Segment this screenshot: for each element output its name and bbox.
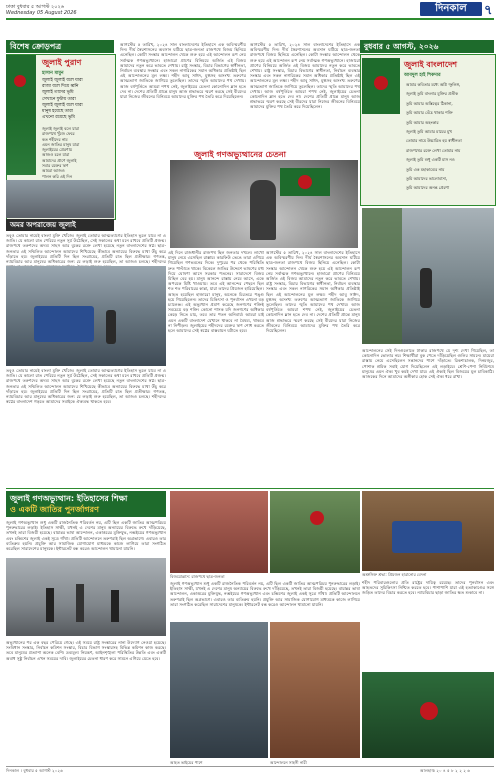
footer-left: দিনকাল । বুধবার ৫ আগস্ট ২০২৬ — [6, 768, 63, 773]
article-center-body-1: এই দিনে রাজধানীর রাজপথ ছিল জনতার দখলে। লাখো মানুষ নেমে এসেছিল রাস্তায়। কারফিউ ভেঙে তারা এগিয়ে গিয়েছিল গণভবনের দিকে। দুপুরের পর থেকে পরিস্থিতি দ্রুত পাল্টাতে থাকে। বিকেলে জাতির উদ্দেশে ভাষণের মধ্য দিয়ে ঘোষণা আসে সরকার পতনের। সারাদেশে বিজয় মিছিল বের হয়। মানুষ আনন্দে রাস্তায় নেমে আসে, একে অপরকে মিষ্টি খাওয়ায়। তবে এই আনন্দের পেছনে ছিল শত শত পরিবারের কান্না, যারা তাদের প্রিয়জন হারিয়েছিল। আহত হয়েছিল হাজারো মানুষ, অনেকে চিরতরে পঙ্গু হয়ে গিয়েছিলেন। তাদের চিকিৎসা ও পুনর্বাসন এখনো বড় চ্যালেঞ্জ। এই অভ্যুত্থান প্রমাণ করেছে জনগণের শক্তিই সবচেয়ে বড় শক্তি। কোনো শাসক যদি জনগণের অধিকার কেড়ে নিতে চায়, তবে তার পতন অনিবার্য। আমরা চাই এমন একটি বাংলাদেশ যেখানে থাকবে না বৈষম্য, থাকবে না নিপীড়ন। জুলাইয়ের শহীদদের রক্তের ঋণ শোধ করতে হলে আমাদের সেই স্বপ্নের বাস্তবায়ন ঘটাতে হবে। — [168, 250, 264, 334]
caption-3: আহত ভাইয়ের পাশে — [170, 760, 268, 765]
special-label: বিশেষ ক্রোড়পত্র — [10, 42, 62, 51]
bottom-crowd-photo — [6, 558, 166, 636]
article-left-title: অমর অপরাজেয় জুলাই — [10, 221, 76, 229]
poem2-author: আবদুল হাই শিকদার — [404, 73, 441, 78]
poem1-stanza1 — [42, 78, 112, 121]
poem1-line: সবার রক্তের ঋণ — [42, 163, 69, 169]
poem2-flag-illustration — [362, 58, 400, 114]
poem2-line: তোমার নামে উচ্চারিত হয় স্বাধীনতা — [406, 138, 462, 144]
poem1-line: কত শহীদের নাম — [42, 136, 68, 142]
header-date-bangla: ঢাকা বুধবার ৫ আগস্ট ২০২৬ — [6, 4, 65, 10]
poem2-line: আমার কবিতার মধ্যে অগ্নি স্ফুলিঙ্গ, — [406, 82, 461, 87]
header-date — [6, 4, 77, 16]
article-center-right-text: আগস্টের ৫ তারিখ, ২০২৪ সাল বাংলাদেশের ইতিহাসে এক অবিস্মরণীয় দিন। দীর্ঘ স্বৈরশাসনের অবসান ঘটিয়ে ছাত্র-জনতা রাজপথে বিজয় ছিনিয়ে এনেছিল। কোটা সংস্কার আন্দোলন থেকে শুরু হয়ে এই আন্দোলন রূপ নেয় সর্বাত্মক গণঅভ্যুত্থানে। হাজারো প্রাণের বিনিময়ে অর্জিত এই বিজয় আমাদের নতুন করে ভাবতে শেখায়। রাষ্ট্র সংস্কার, বিচার বিভাগের স্বাধীনতা, নির্বাচন ব্যবস্থার সংস্কার এবং সকল নাগরিকের সমান অধিকার প্রতিষ্ঠাই ছিল এই আন্দোলনের মূল লক্ষ্য। শহীদ আবু সাঈদ, মুগ্ধসহ অসংখ্য তরুণের আত্মত্যাগ জাতিকে জাগিয়ে তুলেছিল। তাদের স্মৃতি আমাদের পথ দেখায়। আজ বর্ষপূর্তিতে আমরা শপথ নেই, জুলাইয়ের চেতনা কোনোদিন ম্লান হতে দেব না। দেশের প্রতিটি প্রান্তে মানুষ আজ শ্রদ্ধাভরে স্মরণ করছে সেই বীরদের যারা নিজের জীবনের বিনিময়ে আমাদের মুক্তির পথ তৈরি করে দিয়েছিলেন। — [250, 42, 360, 110]
street-tree — [362, 208, 402, 344]
bottom-body-2: অভ্যুত্থানের পর এক বছর পেরিয়ে গেছে। এই সময়ে রাষ্ট্র সংস্কারের নানা উদ্যোগ নেওয়া হয়েছে। সংবিধান সংস্কার, নির্বাচন কমিশন সংস্কার, বিচার বিভাগ সংস্কারসহ বিভিন্ন কমিশন কাজ করছে। তবে মানুষের প্রত্যাশা অনেক বেশি। দ্রব্যমূল্য নিয়ন্ত্রণ, আইনশৃঙ্খলা পরিস্থিতির উন্নতি এবং একটি অবাধ সুষ্ঠু নির্বাচন এখন সময়ের দাবি। জুলাইয়ের চেতনা ধারণ করে সামনে এগিয়ে যেতে হবে। — [6, 640, 166, 661]
poem2-line: তুমি এক মহাকাব্যের নাম — [406, 166, 445, 172]
poem1-line: রাজা বলে দিয়ে ধ্বনি — [42, 84, 79, 90]
poem1-line: জুলাই তাদের ভূমি — [42, 90, 74, 96]
flag-red-circle — [374, 76, 388, 90]
poem1-line: আজও চলে যারা — [42, 152, 70, 158]
right-street-photo — [362, 208, 494, 344]
poem1-line: রাজপথে খুঁজে ফেরে — [42, 131, 75, 137]
person-figure — [106, 310, 116, 344]
caption-4: আন্দোলনে সাহসী নারী — [270, 760, 360, 765]
poem1-author: হাসান মামুন — [42, 71, 64, 76]
hero-figure — [250, 180, 276, 240]
poem1-line: মানুষ হয়েছে তারা — [42, 109, 73, 115]
bottom-photo-injured — [170, 622, 268, 758]
poem1-line: জুলাইয়ের প্রেরণায় — [42, 147, 72, 153]
bus-shape — [392, 521, 462, 553]
poem2-title: জুলাই বাংলাদেশ — [404, 60, 458, 69]
poem1-line: সেখানে ফুটায় তারা — [42, 96, 76, 102]
masthead-logo: দিনকাল — [420, 2, 482, 16]
article-right-body: আন্দোলনের সেই দিনগুলোতে ঢাকার রাজপথে যে দৃশ্য দেখা গিয়েছিল, তা কোনোদিন ভোলার নয়। শিক্ষার্থীরা বুক পেতে দাঁড়িয়েছিল গুলির সামনে। মায়েরা রাস্তায় নেমে এসেছিলেন সন্তানদের পাশে দাঁড়াতে। রিকশাচালক, দিনমজুর, পোশাক শ্রমিক সবাই যোগ দিয়েছিলেন এই লড়াইয়ে। শ্রেণি-পেশা নির্বিশেষে মানুষের এমন ঐক্য খুব কমই দেখা যায়। এই ঐক্যই ছিল বিজয়ের মূল চাবিকাঠি। আজকের দিনে আমাদের অঙ্গীকার হোক সেই ঐক্য ধরে রাখা। — [362, 348, 494, 380]
poem1-line: এমন জাতির মানুষ যারা — [42, 141, 80, 147]
street-figure — [420, 268, 432, 308]
header-divider — [6, 18, 494, 20]
poem2-stanza — [406, 80, 492, 193]
page-number: ৭ — [484, 3, 493, 18]
bottom-right-body: শহীদ পরিবারগুলোর প্রতি রাষ্ট্রের দায়িত্ব রয়েছে। তাদের পুনর্বাসন এবং আহতদের সুচিকিৎসা নিশ্চিত করতে হবে। পাশাপাশি যারা এই হত্যাকাণ্ডের সঙ্গে জড়িত তাদের বিচার করতে হবে। ন্যায়বিচার ছাড়া জাতির ক্ষত শুকাবে না। — [362, 580, 494, 596]
poem1-line: জুলাই জুলাই বলে যারা — [42, 78, 83, 83]
center-hero-title: জুলাই গণঅভ্যুত্থানের চেতনা — [194, 150, 286, 159]
poem1-line: জুলাই জুলাই বলে যারা — [42, 126, 80, 131]
bottom-body-1: জুলাই গণঅভ্যুত্থান শুধু একটি রাজনৈতিক পরিবর্তন নয়, এটি ছিল একটি জাতির আত্মপরিচয় পুনরুদ্ধারের লড়াই। ইতিহাস সাক্ষী, যখনই এ দেশের মানুষ অন্যায়ের বিরুদ্ধে রুখে দাঁড়িয়েছে, তখনই তারা বিজয়ী হয়েছে। বায়ান্নর ভাষা আন্দোলন, একাত্তরের মুক্তিযুদ্ধ, নব্বইয়ের গণঅভ্যুত্থান এবং চব্বিশের জুলাই একই সূত্রে গাঁথা। প্রতিটি আন্দোলনে তরুণরাই ছিল অগ্রভাগে। এবারও তার ব্যতিক্রম হয়নি। প্রযুক্তি আর সামাজিক যোগাযোগ মাধ্যমকে কাজে লাগিয়ে তারা সংগঠিত করেছিল সারাদেশের মানুষকে। ইন্টারনেট বন্ধ করেও আন্দোলন থামানো যায়নি। — [6, 520, 166, 552]
poem1-line: পালন করি এই দিন — [42, 173, 72, 179]
bottom-center-body: জুলাই গণঅভ্যুত্থান শুধু একটি রাজনৈতিক পরিবর্তন নয়, এটি ছিল একটি জাতির আত্মপরিচয় পুনরুদ্ধারের লড়াই। ইতিহাস সাক্ষী, যখনই এ দেশের মানুষ অন্যায়ের বিরুদ্ধে রুখে দাঁড়িয়েছে, তখনই তারা বিজয়ী হয়েছে। বায়ান্নর ভাষা আন্দোলন, একাত্তরের মুক্তিযুদ্ধ, নব্বইয়ের গণঅভ্যুত্থান এবং চব্বিশের জুলাই একই সূত্রে গাঁথা। প্রতিটি আন্দোলনে তরুণরাই ছিল অগ্রভাগে। এবারও তার ব্যতিক্রম হয়নি। প্রযুক্তি আর সামাজিক যোগাযোগ মাধ্যমকে কাজে লাগিয়ে তারা সংগঠিত করেছিল সারাদেশের মানুষকে। ইন্টারনেট বন্ধ করেও আন্দোলন থামানো যায়নি। — [170, 581, 360, 607]
article-left-lede: তবুও তোমার নামেই বাংলা মুক্তি খোঁজে। জুলাই তোমার আত্মত্যাগের ইতিহাস ভুলে যাবে না এ জাতি। যে কালো রাত পেরিয়ে নতুন সূর্য উঠেছিল, সেই সকালের কথা মনে রাখবে প্রতিটি প্রজন্ম। রাজপথে তরুণদের অদম্য সাহস আর বুকের রক্তে লেখা হয়েছে নতুন বাংলাদেশের স্বপ্ন। ছাত্র-জনতার এই সম্মিলিত আন্দোলন আমাদের শিখিয়েছে কীভাবে অন্যায়ের বিরুদ্ধে মাথা উঁচু করে দাঁড়াতে হয়। জুলাইয়ের প্রতিটি দিন ছিল সংগ্রামের, প্রতিটি রাত ছিল প্রতীক্ষার। গণতন্ত্র, ন্যায়বিচার আর মানুষের অধিকারের জন্য যে লড়াই শুরু হয়েছিল, তা আজও চলছে। শহীদদের — [6, 233, 166, 265]
police-van-shape — [34, 306, 94, 342]
poem1-line: আমাদের প্রাণে জুলাই — [42, 157, 77, 163]
poem1-line: জুলাই জুলাই বলে যারা — [42, 102, 83, 108]
poem1-line: আমরা আজও — [42, 168, 65, 174]
center-hero-photo — [170, 160, 358, 248]
crowd-figure — [76, 584, 84, 622]
date-bangla: বুধবার ৫ আগস্ট, ২০২৬ — [364, 42, 439, 51]
poem2-line: তুমি আমার অস্তিত্বের ঠিকানা, — [406, 100, 453, 106]
poem1-stanza2 — [42, 126, 112, 179]
poem1-line: এখনো রয়েছে ভূমি — [42, 115, 75, 121]
bottom-right-photo — [362, 491, 494, 571]
bottom-divider — [6, 488, 494, 489]
caption-1: বিজয়োল্লাস: রাজপথে ছাত্র-জনতা — [170, 574, 360, 579]
bottom-photo-women-flag — [270, 491, 360, 573]
footer-divider — [6, 766, 494, 767]
header-date-english: Wednesday 05 August 2026 — [6, 10, 77, 16]
poem2-line: তুমি আমাদের অনন্ত প্রেরণা — [406, 185, 450, 191]
article-left-body: তবুও তোমার নামেই বাংলা মুক্তি খোঁজে। জুলাই তোমার আত্মত্যাগের ইতিহাস ভুলে যাবে না এ জাতি। যে কালো রাত পেরিয়ে নতুন সূর্য উঠেছিল, সেই সকালের কথা মনে রাখবে প্রতিটি প্রজন্ম। রাজপথে তরুণদের অদম্য সাহস আর বুকের রক্তে লেখা হয়েছে নতুন বাংলাদেশের স্বপ্ন। ছাত্র-জনতার এই সম্মিলিত আন্দোলন আমাদের শিখিয়েছে কীভাবে অন্যায়ের বিরুদ্ধে মাথা উঁচু করে দাঁড়াতে হয়। জুলাইয়ের প্রতিটি দিন ছিল সংগ্রামের, প্রতিটি রাত ছিল প্রতীক্ষার। গণতন্ত্র, ন্যায়বিচার আর মানুষের অধিকারের জন্য যে লড়াই শুরু হয়েছিল, তা আজও চলছে। শহীদদের স্বপ্নের বাংলাদেশ গড়তে আমাদের সবাইকে ঐক্যবদ্ধ থাকতে হবে। — [6, 368, 166, 405]
crowd-figure — [46, 588, 54, 622]
bottom-photo-woman — [170, 491, 268, 573]
poem2-line: জুলাই তুমি শুধু একটি মাস নও — [406, 157, 455, 163]
poem2-line: তুমি আমাদের ভালোবাসা, — [406, 176, 448, 182]
flag-red-circle — [310, 511, 324, 525]
flag-red-circle — [420, 702, 438, 720]
hero-flag-circle — [298, 175, 312, 189]
footer-right: আলহাজ্ব ২০ ৪ ৫ ৮ ২ ২ ২ ৬ — [420, 768, 471, 773]
bottom-title: জুলাই গণঅভ্যুত্থান: ইতিহাসের শিক্ষা — [10, 494, 128, 503]
police-van-photo — [6, 266, 166, 366]
poem2-line: জুলাই তুমি আমার মায়ের মুখ — [406, 129, 452, 135]
flag-illustration-left — [6, 55, 36, 175]
poem2-line: রাজপথের রক্তে লেখা তোমার নাম — [406, 147, 461, 153]
article-center-body-2: আগস্টের ৫ তারিখ, ২০২৪ সাল বাংলাদেশের ইতিহাসে এক অবিস্মরণীয় দিন। দীর্ঘ স্বৈরশাসনের অবসান ঘটিয়ে ছাত্র-জনতা রাজপথে বিজয় ছিনিয়ে এনেছিল। কোটা সংস্কার আন্দোলন থেকে শুরু হয়ে এই আন্দোলন রূপ নেয় সর্বাত্মক গণঅভ্যুত্থানে। হাজারো প্রাণের বিনিময়ে অর্জিত এই বিজয় আমাদের নতুন করে ভাবতে শেখায়। রাষ্ট্র সংস্কার, বিচার বিভাগের স্বাধীনতা, নির্বাচন ব্যবস্থার সংস্কার এবং সকল নাগরিকের সমান অধিকার প্রতিষ্ঠাই ছিল এই আন্দোলনের মূল লক্ষ্য। শহীদ আবু সাঈদ, মুগ্ধসহ অসংখ্য তরুণের আত্মত্যাগ জাতিকে জাগিয়ে তুলেছিল। তাদের স্মৃতি আমাদের পথ দেখায়। আজ বর্ষপূর্তিতে আমরা শপথ নেই, জুলাইয়ের চেতনা কোনোদিন ম্লান হতে দেব না। দেশের প্রতিটি প্রান্তে মানুষ আজ শ্রদ্ধাভরে স্মরণ করছে সেই বীরদের যারা নিজের জীবনের বিনিময়ে আমাদের মুক্তির পথ তৈরি করে দিয়েছিলেন। — [266, 250, 360, 334]
caption-2: অশ্রুসিক্ত শ্রদ্ধা: প্রিয়জন হারানোর বেদনা — [362, 572, 494, 577]
poem1-crowd-photo — [6, 180, 114, 218]
poem2-line: তুমি আমার বেঁচে থাকার শক্তি — [406, 110, 453, 116]
article-center-top-text: আগস্টের ৫ তারিখ, ২০২৪ সাল বাংলাদেশের ইতিহাসে এক অবিস্মরণীয় দিন। দীর্ঘ স্বৈরশাসনের অবসান ঘটিয়ে ছাত্র-জনতা রাজপথে বিজয় ছিনিয়ে এনেছিল। কোটা সংস্কার আন্দোলন থেকে শুরু হয়ে এই আন্দোলন রূপ নেয় সর্বাত্মক গণঅভ্যুত্থানে। হাজারো প্রাণের বিনিময়ে অর্জিত এই বিজয় আমাদের নতুন করে ভাবতে শেখায়। রাষ্ট্র সংস্কার, বিচার বিভাগের স্বাধীনতা, নির্বাচন ব্যবস্থার সংস্কার এবং সকল নাগরিকের সমান অধিকার প্রতিষ্ঠাই ছিল এই আন্দোলনের মূল লক্ষ্য। শহীদ আবু সাঈদ, মুগ্ধসহ অসংখ্য তরুণের আত্মত্যাগ জাতিকে জাগিয়ে তুলেছিল। তাদের স্মৃতি আমাদের পথ দেখায়। আজ বর্ষপূর্তিতে আমরা শপথ নেই, জুলাইয়ের চেতনা কোনোদিন ম্লান হতে দেব না। দেশের প্রতিটি প্রান্তে মানুষ আজ শ্রদ্ধাভরে স্মরণ করছে সেই বীরদের যারা নিজের জীবনের বিনিময়ে আমাদের মুক্তির পথ তৈরি করে দিয়েছিলেন। — [120, 42, 246, 100]
poem2-line: জুলাই তুমি বাংলার মুক্তির প্রতীক — [406, 91, 459, 97]
bottom-photo-rally — [270, 622, 360, 758]
poem2-line: তুমি আমার অহংকার — [406, 119, 439, 125]
bottom-title-2: ও একটি জাতির পুনর্জাগরণ — [10, 505, 99, 514]
bottom-right-flag-photo — [362, 672, 494, 758]
crowd-figure — [111, 590, 119, 622]
poem1-title: জুলাই পুরাণ — [42, 58, 82, 67]
flag-red-circle — [14, 75, 26, 87]
